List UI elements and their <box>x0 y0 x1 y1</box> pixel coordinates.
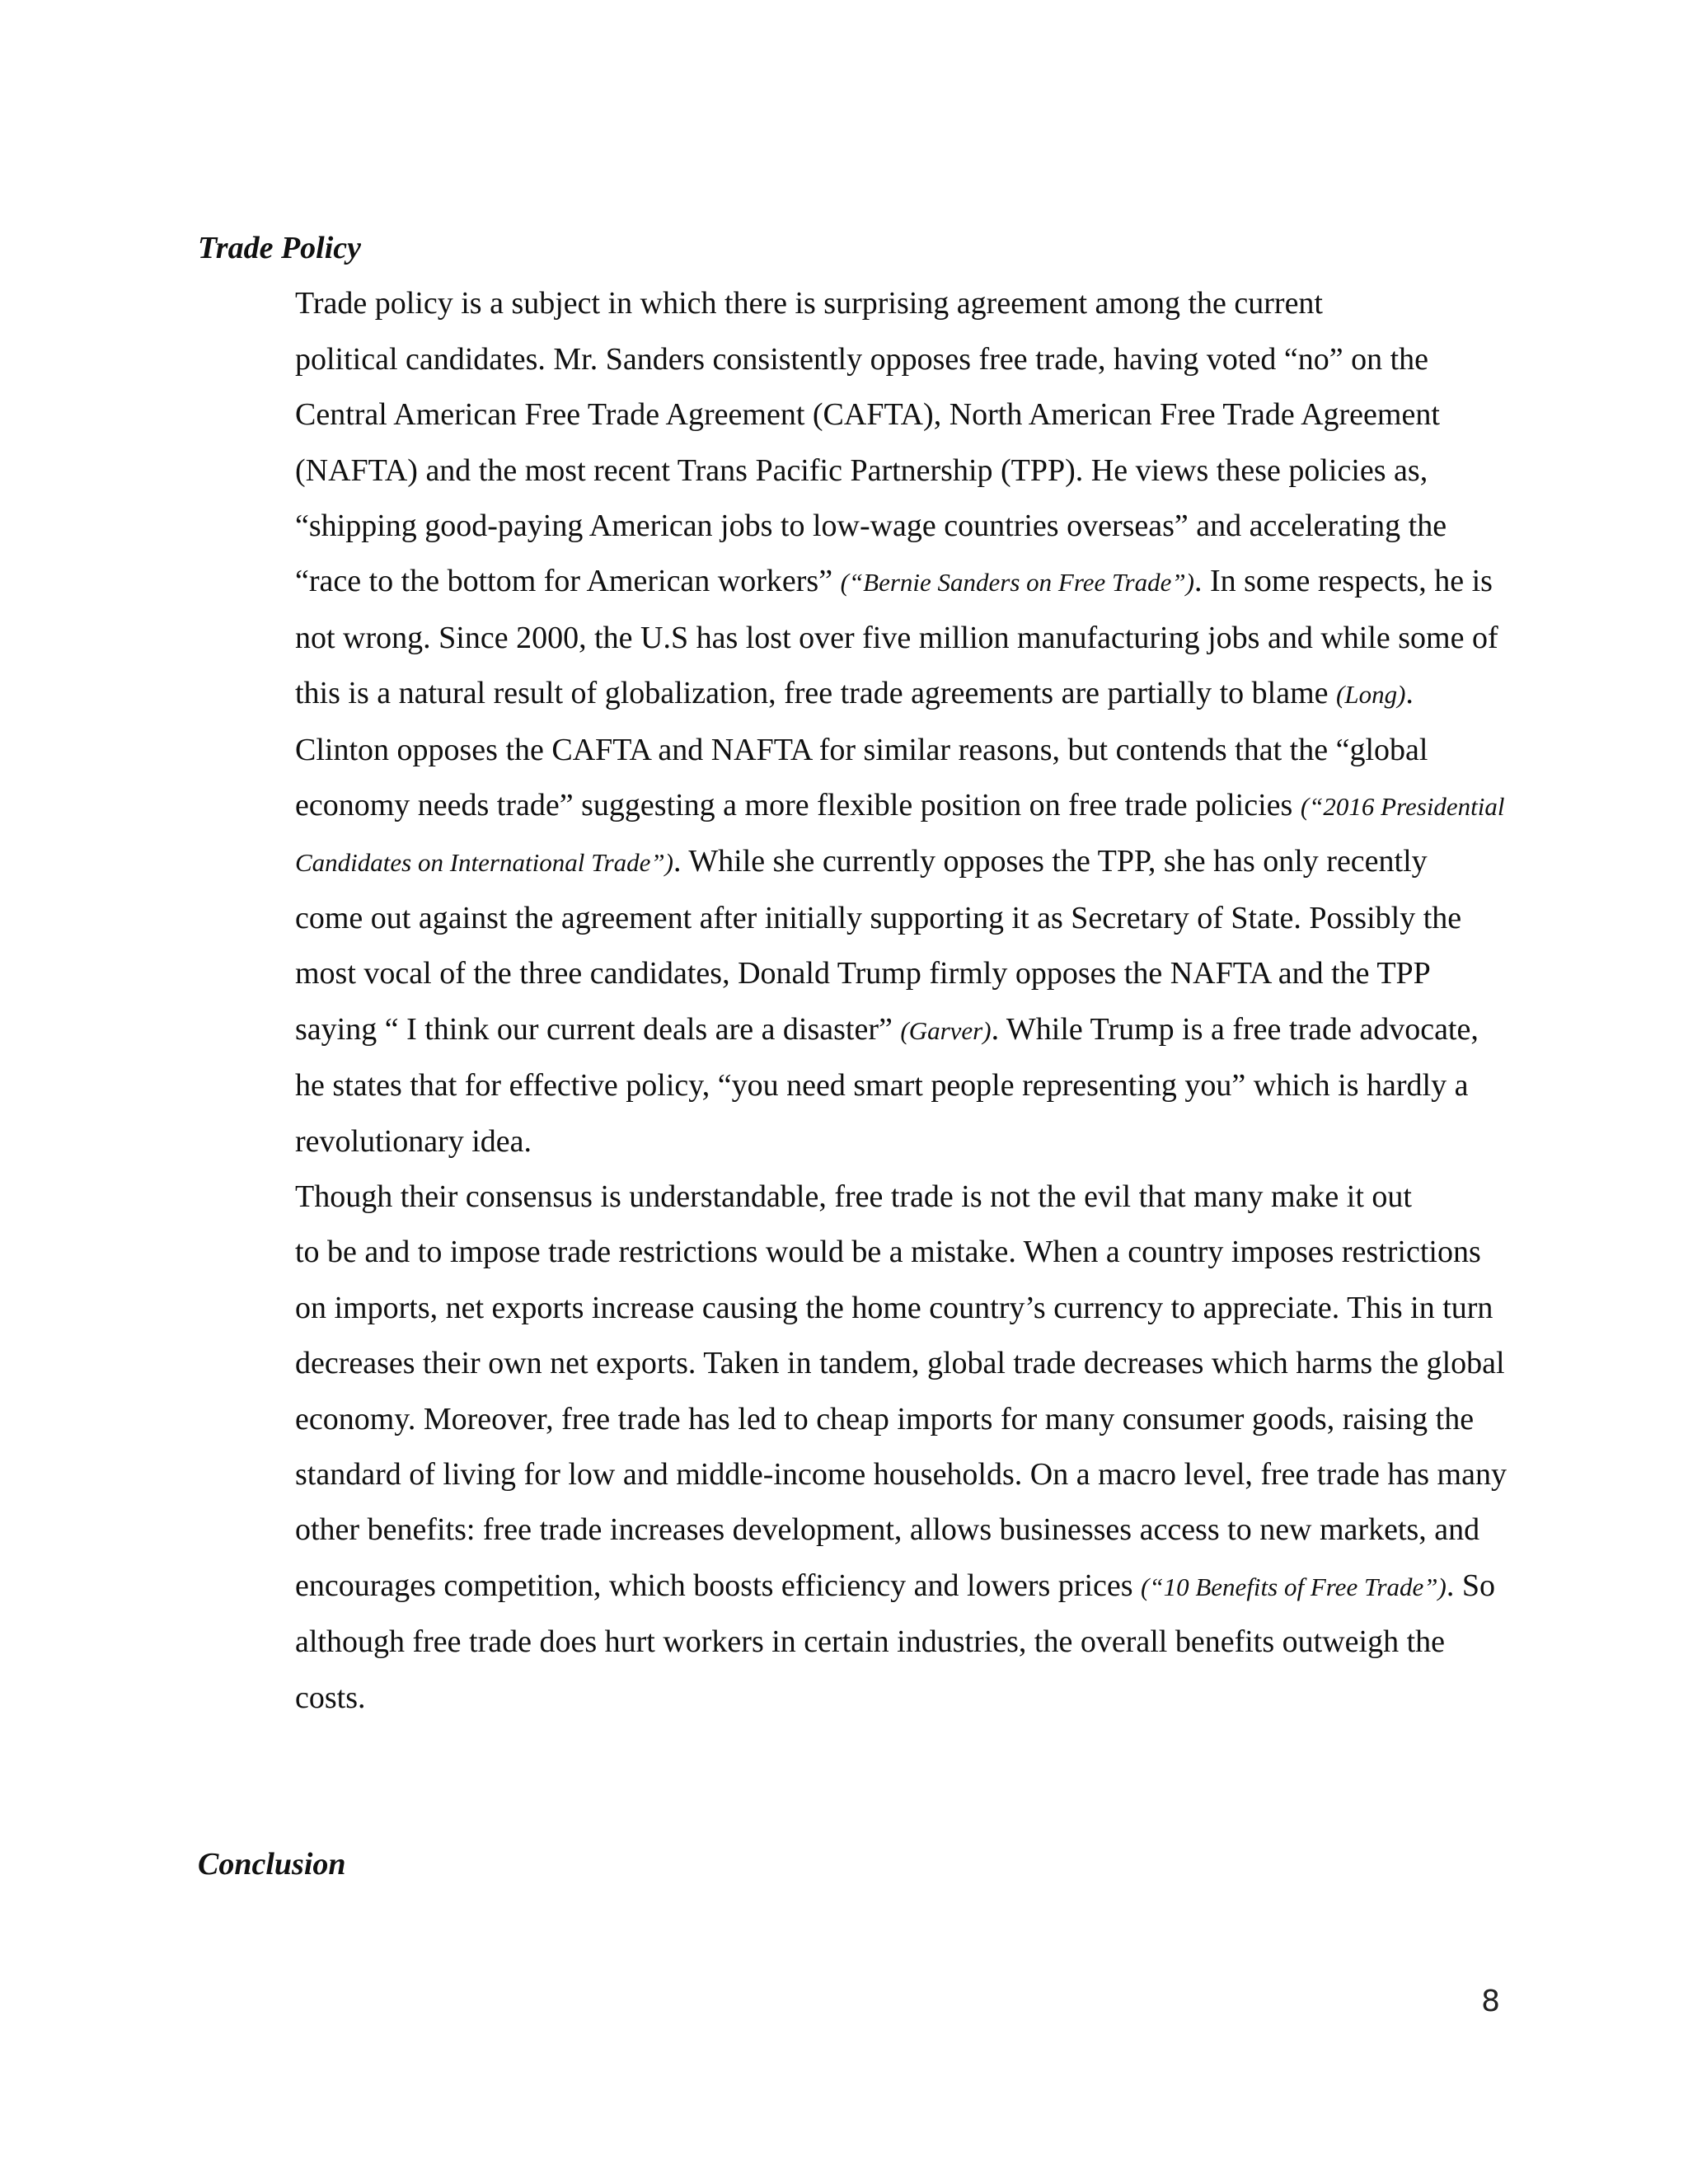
page-content <box>198 221 1507 1892</box>
text-run: he states that for effective policy, “you need smart people representing you” which is hardly a <box>295 1068 1469 1104</box>
text-line <box>198 834 1500 890</box>
text-run: “race to the bottom for American workers” <box>295 564 841 599</box>
text-line <box>198 499 1500 554</box>
text-run: . <box>1405 676 1414 711</box>
section-spacer <box>198 1726 1500 1837</box>
text-run: (NAFTA) and the most recent Trans Pacific Partnership (TPP). He views these policies as, <box>295 452 1428 488</box>
text-line <box>198 1225 1500 1280</box>
section-heading-conclusion: Conclusion <box>198 1846 346 1882</box>
text-run: Trade policy is a subject in which there is surprising agreement among the current <box>295 286 1323 321</box>
text-run: to be and to impose trade restrictions would be a mistake. When a country imposes restrictions <box>295 1235 1481 1270</box>
text-run: this is a natural result of globalization, free trade agreements are partially to blame <box>295 676 1336 711</box>
text-line <box>198 946 1500 1001</box>
text-run: not wrong. Since 2000, the U.S has lost over five million manufacturing jobs and while some of <box>295 620 1498 655</box>
text-line <box>198 554 1500 610</box>
text-run: . While Trump is a free trade advocate, <box>991 1011 1479 1047</box>
citation: (“10 Benefits of Free Trade”) <box>1141 1572 1447 1601</box>
text-run: encourages competition, which boosts efficiency and lowers prices <box>295 1568 1142 1603</box>
text-line <box>198 666 1500 722</box>
text-line <box>198 1615 1500 1670</box>
text-line <box>198 1058 1500 1113</box>
text-line <box>198 611 1500 666</box>
citation: (Garver) <box>900 1015 992 1045</box>
page-number: 8 <box>1481 1985 1500 2018</box>
text-run: come out against the agreement after initially supporting it as Secretary of State. Possibly the <box>295 900 1462 935</box>
text-line <box>198 1671 1500 1726</box>
text-line <box>198 723 1500 778</box>
text-line <box>198 1114 1500 1169</box>
citation: (Long) <box>1336 680 1406 710</box>
text-run: economy. Moreover, free trade has led to cheap imports for many consumer goods, raising the <box>295 1401 1475 1436</box>
text-line <box>198 1336 1505 1391</box>
text-run: Though their consensus is understandable, free trade is not the evil that many make it out <box>295 1179 1412 1214</box>
text-run: economy needs trade” suggesting a more flexible position on free trade policies <box>295 788 1301 823</box>
citation: (“2016 Presidential <box>1300 792 1505 822</box>
text-line <box>198 332 1500 387</box>
text-run: costs. <box>295 1680 366 1715</box>
citation: Candidates on International Trade”) <box>295 848 673 878</box>
text-run: although free trade does hurt workers in certain industries, the overall benefits outweigh the <box>295 1624 1445 1660</box>
text-run: political candidates. Mr. Sanders consistently opposes free trade, having voted “no” on the <box>295 341 1429 377</box>
paragraph-trade-policy-candidates <box>198 276 1505 1169</box>
section-heading-trade-policy: Trade Policy <box>198 231 362 265</box>
text-run: on imports, net exports increase causing the home country’s currency to appreciate. This in turn <box>295 1290 1493 1325</box>
text-line <box>198 443 1500 499</box>
text-line <box>198 1392 1500 1447</box>
citation: (“Bernie Sanders on Free Trade”) <box>840 568 1194 598</box>
text-run: . In some respects, he is <box>1193 564 1493 599</box>
text-line <box>198 1447 1507 1502</box>
text-line <box>198 387 1500 443</box>
text-line <box>198 1169 1500 1225</box>
text-run: Clinton opposes the CAFTA and NAFTA for similar reasons, but contends that the “global <box>295 732 1428 767</box>
text-run: “shipping good-paying American jobs to low-wage countries overseas” and accelerating the <box>295 509 1447 544</box>
text-run: . While she currently opposes the TPP, she has only recently <box>673 844 1428 879</box>
text-run: Central American Free Trade Agreement (CAFTA), North American Free Trade Agreement <box>295 397 1440 433</box>
text-run: . So <box>1446 1568 1496 1603</box>
text-line <box>198 1502 1500 1558</box>
text-line <box>198 891 1500 946</box>
text-run: standard of living for low and middle-income households. On a macro level, free trade has many <box>295 1456 1507 1492</box>
text-run: other benefits: free trade increases development, allows businesses access to new markets, and <box>295 1512 1480 1548</box>
text-run: saying “ I think our current deals are a disaster” <box>295 1011 901 1047</box>
text-line <box>198 1558 1500 1615</box>
text-line <box>198 1281 1500 1336</box>
paragraph-free-trade-benefits <box>198 1169 1507 1726</box>
text-run: decreases their own net exports. Taken in tandem, global trade decreases which harms the global <box>295 1346 1505 1381</box>
text-line <box>198 778 1505 834</box>
text-line <box>198 276 1500 331</box>
text-run: most vocal of the three candidates, Donald Trump firmly opposes the NAFTA and the TPP <box>295 956 1431 991</box>
text-run: revolutionary idea. <box>295 1123 532 1159</box>
text-line <box>198 1002 1500 1058</box>
